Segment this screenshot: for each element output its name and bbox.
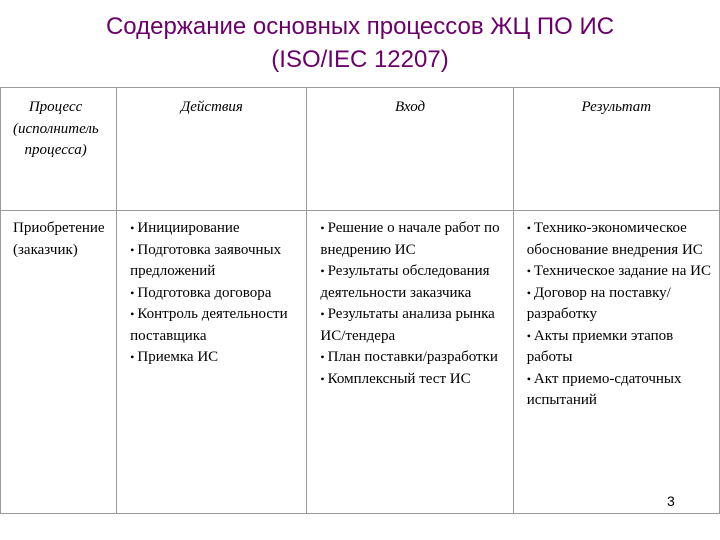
list-item-text: Приемка ИС bbox=[137, 349, 219, 365]
list-item-text: Контроль деятельности поставщика bbox=[130, 306, 288, 344]
bullet-icon: • bbox=[130, 285, 135, 300]
cell-actions bbox=[117, 211, 307, 514]
list-item bbox=[130, 240, 300, 283]
list-item-text: Результаты обследования деятельности заказчика bbox=[320, 263, 490, 301]
slide-title-line-2: (ISO/IEC 12207) bbox=[271, 46, 449, 73]
list-item-text: Подготовка договора bbox=[137, 284, 272, 301]
slide-title-line-1: Содержание основных процессов ЖЦ ПО ИС bbox=[105, 13, 615, 40]
cell-inputs bbox=[307, 211, 513, 514]
list-item-text: Результаты анализа рынка ИС/тендера bbox=[320, 306, 495, 344]
list-item-text: Техническое задание на ИС bbox=[533, 263, 711, 279]
list-item bbox=[320, 218, 506, 261]
slide-title bbox=[0, 10, 720, 76]
header-cell-input bbox=[307, 88, 513, 211]
list-item bbox=[130, 304, 300, 347]
bullet-icon: • bbox=[526, 264, 531, 278]
list-item-text: Инициирование bbox=[137, 220, 240, 236]
processes-table bbox=[0, 87, 720, 514]
header-result-label: Результат bbox=[581, 99, 652, 115]
bullet-icon: • bbox=[320, 221, 325, 235]
bullet-icon: • bbox=[320, 307, 325, 321]
list-item bbox=[527, 369, 713, 412]
list-item bbox=[320, 304, 506, 347]
list-item bbox=[527, 283, 713, 326]
bullet-icon: • bbox=[526, 285, 531, 300]
cell-process bbox=[1, 211, 117, 514]
actions-list bbox=[117, 211, 306, 369]
list-item bbox=[527, 218, 713, 261]
list-item bbox=[320, 369, 506, 391]
list-item-text: Технико-экономическое обоснование внедрения ИС bbox=[526, 220, 703, 258]
bullet-icon: • bbox=[130, 307, 135, 321]
header-cell-process bbox=[1, 88, 117, 211]
list-item bbox=[130, 283, 300, 305]
list-item-text: Решение о начале работ по внедрению ИС bbox=[320, 220, 500, 258]
bullet-icon: • bbox=[320, 371, 325, 386]
list-item bbox=[130, 218, 300, 240]
bullet-icon: • bbox=[130, 350, 135, 364]
table-header-row bbox=[1, 88, 720, 211]
page-number: 3 bbox=[667, 493, 675, 509]
header-cell-result bbox=[513, 88, 719, 211]
table-row bbox=[1, 211, 720, 514]
bullet-icon: • bbox=[526, 371, 531, 386]
header-cell-actions bbox=[117, 88, 307, 211]
bullet-icon: • bbox=[320, 350, 325, 364]
process-name: Приобретение (заказчик) bbox=[13, 220, 105, 258]
cell-results bbox=[513, 211, 719, 514]
list-item-text: План поставки/разработки bbox=[327, 349, 498, 365]
bullet-icon: • bbox=[526, 328, 531, 343]
list-item-text: Акты приемки этапов работы bbox=[526, 327, 674, 365]
inputs-list bbox=[307, 211, 512, 390]
list-item bbox=[527, 326, 713, 369]
bullet-icon: • bbox=[130, 221, 135, 235]
results-list bbox=[514, 211, 719, 412]
bullet-icon: • bbox=[320, 264, 325, 278]
header-process-label: Процесс (исполнитель процесса) bbox=[13, 99, 99, 158]
list-item-text: Акт приемо-сдаточных испытаний bbox=[526, 370, 682, 408]
header-actions-label: Действия bbox=[180, 99, 243, 115]
bullet-icon: • bbox=[526, 221, 531, 235]
list-item-text: Подготовка заявочных предложений bbox=[130, 241, 282, 279]
list-item-text: Договор на поставку/разработку bbox=[526, 284, 671, 322]
list-item bbox=[527, 261, 713, 283]
bullet-icon: • bbox=[130, 242, 135, 257]
list-item bbox=[320, 347, 506, 369]
header-input-label: Вход bbox=[394, 99, 426, 115]
list-item-text: Комплексный тест ИС bbox=[327, 370, 471, 387]
list-item bbox=[320, 261, 506, 304]
list-item bbox=[130, 347, 300, 369]
